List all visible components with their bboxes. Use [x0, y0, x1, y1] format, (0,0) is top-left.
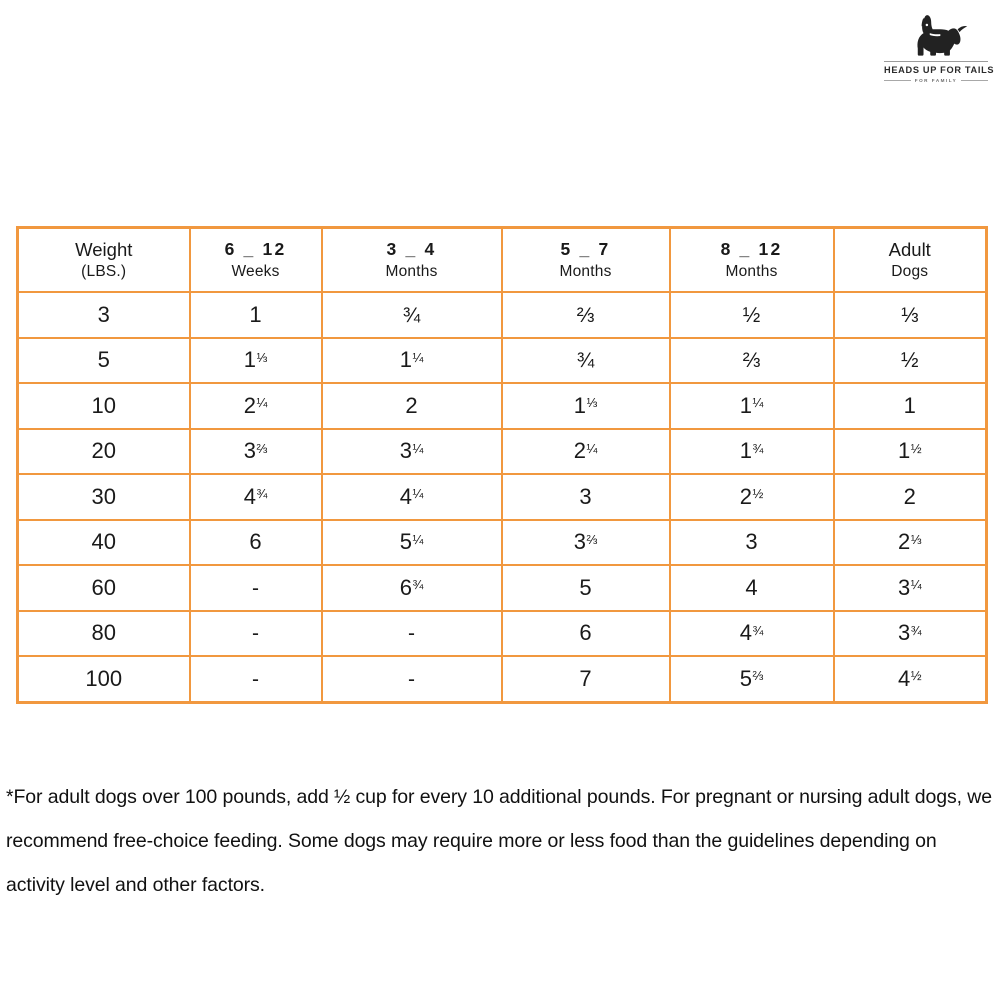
amount-whole: 4 [897, 665, 911, 691]
amount-whole: 1 [897, 438, 911, 464]
amount-value [244, 347, 268, 373]
table-header [18, 228, 987, 293]
amount-whole: 3 [573, 529, 586, 555]
amount-fraction: ¼ [586, 440, 598, 456]
table-row [18, 520, 987, 566]
amount-fraction: ⅔ [576, 303, 595, 327]
column-header-top: 3 _ 4 [386, 238, 437, 259]
amount-whole: 3 [745, 529, 758, 555]
amount-value [898, 620, 922, 646]
amount-fraction: ¾ [412, 577, 424, 593]
amount-value [740, 484, 764, 510]
cell-amount [322, 383, 502, 429]
column-header-top: 5 _ 7 [560, 238, 611, 259]
column-header-sub: Months [385, 262, 438, 280]
amount-value [252, 666, 259, 692]
amount-value [400, 347, 424, 373]
amount-fraction: ⅔ [742, 349, 761, 373]
weight-value: 5 [97, 347, 110, 373]
amount-value [252, 620, 259, 646]
amount-value [579, 575, 591, 601]
weight-value: 40 [91, 529, 116, 555]
cell-amount [670, 520, 834, 566]
weight-value: 3 [97, 301, 110, 327]
amount-whole: 3 [897, 620, 911, 646]
amount-empty-dash: - [252, 576, 259, 600]
cell-weight [18, 429, 190, 475]
amount-value [249, 302, 261, 328]
amount-whole: 2 [903, 483, 916, 509]
cell-amount [834, 383, 987, 429]
cell-amount [670, 292, 834, 338]
cell-amount [670, 656, 834, 702]
table-row [18, 565, 987, 611]
amount-empty-dash: - [252, 667, 259, 691]
brand-tagline: FOR FAMILY [914, 78, 958, 84]
amount-value [745, 529, 757, 555]
amount-fraction: ⅓ [256, 349, 268, 365]
cell-amount [670, 611, 834, 657]
amount-value [244, 484, 268, 510]
cell-amount [322, 565, 502, 611]
cell-amount [834, 429, 987, 475]
amount-value [904, 484, 916, 510]
amount-whole: 1 [739, 392, 752, 418]
column-header-1 [190, 228, 322, 293]
amount-whole: 2 [573, 438, 586, 464]
amount-whole: 6 [399, 574, 412, 600]
cell-amount [670, 338, 834, 384]
cell-weight [18, 383, 190, 429]
amount-fraction: ½ [752, 486, 764, 502]
amount-fraction: ½ [900, 349, 919, 373]
cell-amount [502, 429, 670, 475]
cell-amount [502, 520, 670, 566]
amount-whole: 2 [243, 392, 256, 418]
amount-whole: 5 [579, 574, 592, 600]
brand-name: HEADS UP FOR TAILS [884, 65, 995, 75]
amount-fraction: ⅔ [586, 531, 598, 547]
column-header-sub: (LBS.) [81, 263, 127, 281]
cell-amount [190, 429, 322, 475]
amount-value [740, 620, 764, 646]
cell-weight [18, 520, 190, 566]
dog-silhouette-icon [899, 12, 973, 60]
amount-fraction: ¼ [412, 486, 424, 502]
cell-amount [834, 338, 987, 384]
amount-fraction: ¾ [752, 440, 764, 456]
amount-whole: 4 [739, 620, 752, 646]
table-row [18, 611, 987, 657]
weight-value: 10 [91, 392, 116, 418]
column-header-top: 8 _ 12 [720, 238, 783, 259]
amount-value [574, 438, 598, 464]
table-header-row [18, 228, 987, 293]
column-header-5 [834, 228, 987, 293]
cell-amount [322, 611, 502, 657]
amount-value [400, 484, 424, 510]
amount-value [740, 438, 764, 464]
cell-amount [834, 611, 987, 657]
cell-amount [502, 611, 670, 657]
column-header-4 [670, 228, 834, 293]
amount-whole: 1 [399, 347, 412, 373]
amount-fraction: ⅓ [900, 303, 919, 327]
cell-amount [670, 429, 834, 475]
cell-weight [18, 611, 190, 657]
table-body [18, 292, 987, 702]
table-row [18, 429, 987, 475]
cell-amount [670, 383, 834, 429]
table-row [18, 383, 987, 429]
column-header-3 [502, 228, 670, 293]
amount-value [579, 666, 591, 692]
cell-amount [834, 656, 987, 702]
column-header-sub: Dogs [891, 263, 929, 281]
amount-value [252, 575, 259, 601]
amount-empty-dash: - [252, 622, 259, 646]
weight-value: 20 [91, 438, 116, 464]
amount-fraction: ¾ [576, 349, 595, 373]
cell-amount [502, 565, 670, 611]
amount-value [400, 575, 424, 601]
column-header-sub: Weeks [231, 262, 280, 280]
amount-fraction: ⅔ [752, 668, 764, 684]
amount-value [403, 302, 421, 328]
amount-whole: 4 [243, 483, 256, 509]
amount-fraction: ¾ [910, 622, 922, 638]
logo-tagline-rule-right [961, 80, 988, 81]
amount-fraction: ⅓ [910, 531, 922, 547]
amount-whole: 1 [573, 392, 586, 418]
cell-amount [502, 383, 670, 429]
cell-amount [834, 292, 987, 338]
brand-tagline-row [884, 78, 988, 83]
amount-value [745, 575, 757, 601]
column-header-sub: Months [725, 262, 778, 280]
cell-weight [18, 656, 190, 702]
amount-value [898, 666, 922, 692]
column-header-2 [322, 228, 502, 293]
amount-value [901, 302, 919, 328]
amount-value [574, 529, 598, 555]
amount-value [743, 302, 761, 328]
cell-amount [834, 565, 987, 611]
amount-fraction: ½ [910, 668, 922, 684]
amount-whole: 6 [249, 529, 262, 555]
amount-value [400, 438, 424, 464]
amount-value [249, 529, 261, 555]
amount-whole: 3 [243, 438, 256, 464]
amount-value [579, 620, 591, 646]
logo-divider-top [884, 61, 988, 62]
amount-fraction: ¼ [412, 440, 424, 456]
amount-whole: 4 [399, 483, 412, 509]
amount-value [405, 393, 417, 419]
amount-value [244, 393, 268, 419]
amount-empty-dash: - [408, 667, 415, 691]
amount-value [577, 347, 595, 373]
amount-value [898, 529, 922, 555]
amount-whole: 6 [579, 620, 592, 646]
cell-amount [502, 292, 670, 338]
cell-amount [190, 383, 322, 429]
weight-value: 30 [91, 483, 116, 509]
cell-amount [190, 565, 322, 611]
table-row [18, 338, 987, 384]
amount-fraction: ⅓ [586, 395, 598, 411]
cell-amount [190, 338, 322, 384]
logo-tagline-rule-left [884, 80, 911, 81]
weight-value: 80 [91, 620, 116, 646]
amount-fraction: ⅔ [256, 440, 268, 456]
table-row [18, 292, 987, 338]
column-header-top: 6 _ 12 [224, 238, 287, 259]
column-header-top: Adult [888, 239, 931, 261]
amount-whole: 5 [399, 529, 412, 555]
amount-value [408, 666, 415, 692]
amount-fraction: ¼ [910, 577, 922, 593]
amount-whole: 1 [739, 438, 752, 464]
column-header-sub: Months [559, 262, 612, 280]
weight-value: 60 [91, 574, 116, 600]
cell-amount [834, 520, 987, 566]
brand-logo [884, 12, 995, 84]
cell-weight [18, 565, 190, 611]
amount-whole: 3 [399, 438, 412, 464]
cell-amount [322, 656, 502, 702]
cell-amount [190, 656, 322, 702]
amount-value [901, 347, 919, 373]
table-row [18, 656, 987, 702]
feeding-guidelines-table [16, 226, 985, 704]
amount-value [400, 529, 424, 555]
cell-amount [190, 520, 322, 566]
amount-whole: 1 [903, 392, 916, 418]
cell-amount [670, 565, 834, 611]
table-row [18, 474, 987, 520]
cell-amount [322, 520, 502, 566]
amount-whole: 4 [745, 574, 758, 600]
amount-value [574, 393, 598, 419]
cell-amount [322, 338, 502, 384]
amount-whole: 2 [897, 529, 911, 555]
cell-weight [18, 292, 190, 338]
amount-empty-dash: - [408, 622, 415, 646]
cell-amount [502, 656, 670, 702]
cell-amount [322, 474, 502, 520]
amount-value [740, 393, 764, 419]
amount-value [898, 575, 922, 601]
amount-value [579, 484, 591, 510]
cell-amount [502, 474, 670, 520]
amount-fraction: ½ [910, 440, 922, 456]
amount-whole: 1 [243, 347, 256, 373]
amount-fraction: ¼ [256, 395, 268, 411]
cell-amount [322, 292, 502, 338]
amount-value [904, 393, 916, 419]
amount-whole: 2 [405, 392, 418, 418]
amount-whole: 5 [739, 665, 752, 691]
cell-weight [18, 338, 190, 384]
amount-whole: 2 [739, 483, 752, 509]
cell-amount [834, 474, 987, 520]
amount-whole: 3 [579, 483, 592, 509]
cell-amount [502, 338, 670, 384]
footnote-text: *For adult dogs over 100 pounds, add ½ cup for every 10 additional pounds. For pregnant or nursing adult dogs, we recommend free-choice feeding. Some dogs may require more or less food than the guidelines depending on activity level and other factors. [6, 785, 993, 896]
cell-weight [18, 474, 190, 520]
amount-fraction: ¼ [412, 531, 424, 547]
cell-amount [190, 474, 322, 520]
amount-whole: 7 [579, 665, 592, 691]
amount-value [577, 302, 595, 328]
amount-fraction: ¾ [752, 622, 764, 638]
amount-value [244, 438, 268, 464]
amount-fraction: ½ [742, 303, 761, 327]
amount-value [898, 438, 922, 464]
weight-value: 100 [85, 665, 123, 691]
cell-amount [190, 292, 322, 338]
amount-whole: 1 [249, 301, 262, 327]
amount-fraction: ¼ [752, 395, 764, 411]
amount-fraction: ¾ [402, 303, 421, 327]
amount-whole: 3 [897, 574, 911, 600]
amount-value [408, 620, 415, 646]
cell-amount [670, 474, 834, 520]
amount-value [743, 347, 761, 373]
amount-value [740, 666, 764, 692]
cell-amount [190, 611, 322, 657]
amount-fraction: ¼ [412, 349, 424, 365]
amount-fraction: ¾ [256, 486, 268, 502]
column-header-top: Weight [75, 239, 133, 261]
cell-amount [322, 429, 502, 475]
column-header-0 [18, 228, 190, 293]
